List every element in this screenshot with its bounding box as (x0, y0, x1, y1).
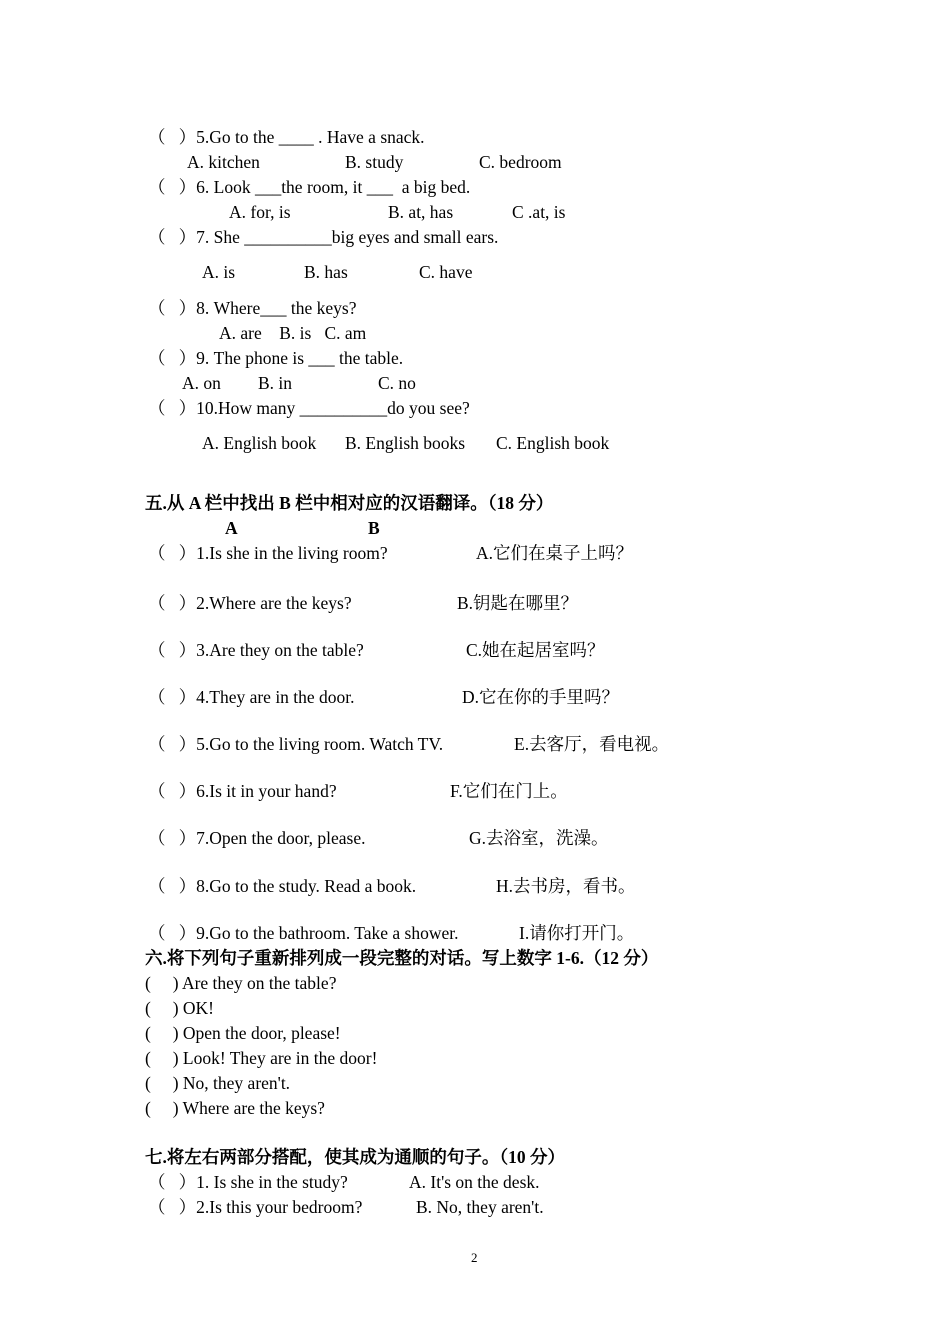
q8-options: A. are B. is C. am (219, 323, 367, 343)
s5-item-2-right: B.钥匙在哪里？ (457, 593, 579, 613)
q6-stem: （ ）6. Look ___the room, it ___ a big bed. (148, 177, 471, 197)
s7-item-2-right: B. No, they aren't. (416, 1197, 544, 1217)
s7-item-2-left: （ ）2.Is this your bedroom? (148, 1197, 363, 1217)
section5-column-a: A (225, 518, 238, 538)
s5-item-1-right: A.它们在桌子上吗？ (476, 543, 634, 563)
q9-option-a: A. on (182, 373, 221, 393)
s5-item-5-right: E.去客厅，看电视。 (514, 734, 670, 754)
s5-item-1-left: （ ）1.Is she in the living room? (148, 543, 388, 563)
s5-item-3-left: （ ）3.Are they on the table? (148, 640, 364, 660)
q9-option-c: C. no (378, 373, 416, 393)
s5-item-8-left: （ ）8.Go to the study. Read a book. (148, 876, 417, 896)
s5-item-4-left: （ ）4.They are in the door. (148, 687, 355, 707)
q10-option-a: A. English book (202, 433, 317, 453)
q6-option-a: A. for, is (229, 202, 291, 222)
q8-stem: （ ）8. Where___ the keys? (148, 298, 357, 318)
q10-option-b: B. English books (345, 433, 466, 453)
q6-option-b: B. at, has (388, 202, 454, 222)
q10-stem: （ ）10.How many __________do you see? (148, 398, 470, 418)
s6-item-5: ( ) No, they aren't. (145, 1073, 291, 1093)
section6-title: 六.将下列句子重新排列成一段完整的对话。写上数字 1-6.（12 分） (145, 948, 659, 968)
q7-option-a: A. is (202, 262, 236, 282)
section7-title: 七.将左右两部分搭配，使其成为通顺的句子。（10 分） (145, 1147, 565, 1167)
q5-option-c: C. bedroom (479, 152, 562, 172)
s6-item-2: ( ) OK! (145, 998, 215, 1018)
q6-option-c: C .at, is (512, 202, 566, 222)
q5-option-a: A. kitchen (187, 152, 260, 172)
q5-option-b: B. study (345, 152, 404, 172)
q7-option-c: C. have (419, 262, 473, 282)
s6-item-6: ( ) Where are the keys? (145, 1098, 325, 1118)
s5-item-4-right: D.它在你的手里吗？ (462, 687, 620, 707)
s5-item-9-left: （ ）9.Go to the bathroom. Take a shower. (148, 923, 459, 943)
s5-item-3-right: C.她在起居室吗？ (466, 640, 605, 660)
q10-option-c: C. English book (496, 433, 610, 453)
s5-item-5-left: （ ）5.Go to the living room. Watch TV. (148, 734, 444, 754)
s5-item-2-left: （ ）2.Where are the keys? (148, 593, 352, 613)
q7-option-b: B. has (304, 262, 348, 282)
s5-item-7-right: G.去浴室，洗澡。 (469, 828, 609, 848)
s5-item-9-right: I.请你打开门。 (519, 923, 635, 943)
q5-stem: （ ）5.Go to the ____ . Have a snack. (148, 127, 425, 147)
s7-item-1-right: A. It's on the desk. (409, 1172, 540, 1192)
s5-item-8-right: H.去书房，看书。 (496, 876, 636, 896)
q9-option-b: B. in (258, 373, 293, 393)
s5-item-6-right: F.它们在门上。 (450, 781, 568, 801)
s5-item-6-left: （ ）6.Is it in your hand? (148, 781, 337, 801)
s6-item-1: ( ) Are they on the table? (145, 973, 337, 993)
q9-stem: （ ）9. The phone is ___ the table. (148, 348, 404, 368)
s6-item-3: ( ) Open the door, please! (145, 1023, 341, 1043)
q7-stem: （ ）7. She __________big eyes and small ears. (148, 227, 499, 247)
page-number: 2 (471, 1250, 478, 1265)
section5-title: 五.从 A 栏中找出 B 栏中相对应的汉语翻译。（18 分） (145, 493, 554, 513)
s5-item-7-left: （ ）7.Open the door, please. (148, 828, 366, 848)
s6-item-4: ( ) Look! They are in the door! (145, 1048, 378, 1068)
section5-column-b: B (368, 518, 380, 538)
s7-item-1-left: （ ）1. Is she in the study? (148, 1172, 348, 1192)
